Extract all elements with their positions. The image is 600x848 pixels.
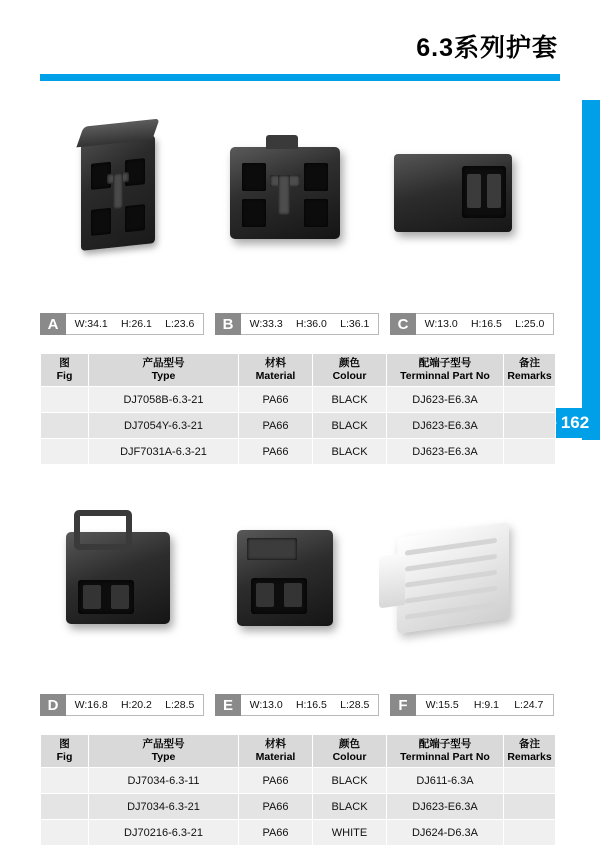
table-row <box>41 794 556 820</box>
dim-l-f: L:24.7 <box>514 699 544 711</box>
table-row <box>41 413 556 439</box>
th-colour <box>313 354 387 387</box>
cell-terminal: DJ623-E6.3A <box>387 387 504 413</box>
th-material <box>239 354 313 387</box>
fig-letter-f: F <box>390 694 416 716</box>
dim-w-a: W:34.1 <box>74 318 108 330</box>
cell-terminal: DJ623-E6.3A <box>387 439 504 465</box>
dim-w-f: W:15.5 <box>425 699 459 711</box>
th-remarks <box>504 735 556 768</box>
th-remarks-cn: 备注 <box>519 357 540 369</box>
th-fig-en: Fig <box>56 370 73 383</box>
th-type-cn: 产品型号 <box>142 357 185 369</box>
dimension-values-b <box>241 313 379 335</box>
th-colour-cn: 颜色 <box>339 738 360 750</box>
dim-h-c: H:16.5 <box>470 318 502 330</box>
photo-strip-bottom <box>40 495 530 660</box>
dim-l-c: L:25.0 <box>515 318 545 330</box>
dim-w-c: W:13.0 <box>424 318 458 330</box>
table-row <box>41 768 556 794</box>
th-type <box>89 735 239 768</box>
dim-w-d: W:16.8 <box>74 699 108 711</box>
dimension-values-f <box>416 694 554 716</box>
cell-type: DJ7034-6.3-21 <box>89 794 239 820</box>
th-colour <box>313 735 387 768</box>
th-remarks <box>504 354 556 387</box>
spec-table-top <box>40 353 556 465</box>
th-terminal-en: Terminnal Part No <box>400 370 490 383</box>
th-material-cn: 材料 <box>265 738 286 750</box>
th-material-cn: 材料 <box>265 357 286 369</box>
cell-type: DJ70216-6.3-21 <box>89 820 239 846</box>
header-divider <box>40 74 560 81</box>
th-material <box>239 735 313 768</box>
connector-photo-c <box>375 110 530 275</box>
spec-table-bottom <box>40 734 556 846</box>
page-side-tab <box>582 100 600 440</box>
cell-material: PA66 <box>239 413 313 439</box>
connector-photo-d <box>40 495 195 660</box>
cell-material: PA66 <box>239 820 313 846</box>
dim-l-b: L:36.1 <box>340 318 370 330</box>
cell-colour: BLACK <box>313 413 387 439</box>
dim-h-f: H:9.1 <box>473 699 499 711</box>
th-remarks-cn: 备注 <box>519 738 540 750</box>
table-header-row <box>41 735 556 768</box>
cell-terminal: DJ623-E6.3A <box>387 413 504 439</box>
dimension-group-a <box>40 313 204 335</box>
th-fig <box>41 735 89 768</box>
table-row <box>41 439 556 465</box>
cell-fig <box>41 413 89 439</box>
th-fig-en: Fig <box>56 751 73 764</box>
cell-material: PA66 <box>239 768 313 794</box>
cell-terminal: DJ611-6.3A <box>387 768 504 794</box>
dimension-row-top <box>40 313 555 335</box>
dimension-values-d <box>66 694 204 716</box>
dimension-values-e <box>241 694 379 716</box>
th-fig-cn: 图 <box>59 738 70 750</box>
connector-photo-f <box>375 495 530 660</box>
fig-letter-c: C <box>390 313 416 335</box>
fig-letter-b: B <box>215 313 241 335</box>
th-terminal-cn: 配端子型号 <box>418 738 472 750</box>
th-material-en: Material <box>255 370 296 383</box>
table-row <box>41 820 556 846</box>
cell-remarks <box>504 413 556 439</box>
dim-h-e: H:16.5 <box>295 699 327 711</box>
cell-type: DJ7034-6.3-11 <box>89 768 239 794</box>
cell-fig <box>41 768 89 794</box>
dimension-values-c <box>416 313 554 335</box>
th-colour-en: Colour <box>332 370 367 383</box>
cell-remarks <box>504 439 556 465</box>
th-type-cn: 产品型号 <box>142 738 185 750</box>
th-type-en: Type <box>151 751 176 764</box>
dim-h-b: H:36.0 <box>295 318 327 330</box>
fig-letter-e: E <box>215 694 241 716</box>
connector-photo-a <box>40 110 195 275</box>
cell-remarks <box>504 820 556 846</box>
fig-letter-d: D <box>40 694 66 716</box>
dimension-group-b <box>215 313 379 335</box>
dimension-group-e <box>215 694 379 716</box>
dimension-row-bottom <box>40 694 555 716</box>
th-material-en: Material <box>255 751 296 764</box>
th-fig-cn: 图 <box>59 357 70 369</box>
cell-colour: BLACK <box>313 387 387 413</box>
th-fig <box>41 354 89 387</box>
dim-l-a: L:23.6 <box>165 318 195 330</box>
th-remarks-en: Remarks <box>507 751 552 764</box>
page-title: 6.3系列护套 <box>416 34 558 62</box>
dim-w-b: W:33.3 <box>249 318 283 330</box>
th-colour-en: Colour <box>332 751 367 764</box>
th-type <box>89 354 239 387</box>
cell-fig <box>41 439 89 465</box>
dimension-group-c <box>390 313 554 335</box>
table-header-row <box>41 354 556 387</box>
cell-type: DJ7054Y-6.3-21 <box>89 413 239 439</box>
cell-material: PA66 <box>239 794 313 820</box>
cell-type: DJF7031A-6.3-21 <box>89 439 239 465</box>
dimension-values-a <box>66 313 204 335</box>
th-remarks-en: Remarks <box>507 370 552 383</box>
dim-h-d: H:20.2 <box>120 699 152 711</box>
cell-material: PA66 <box>239 439 313 465</box>
cell-colour: WHITE <box>313 820 387 846</box>
cell-material: PA66 <box>239 387 313 413</box>
cell-colour: BLACK <box>313 794 387 820</box>
photo-strip-top <box>40 110 530 275</box>
dim-h-a: H:26.1 <box>120 318 152 330</box>
page-number: 162 <box>560 413 590 432</box>
dimension-group-f <box>390 694 554 716</box>
cell-fig <box>41 387 89 413</box>
th-type-en: Type <box>151 370 176 383</box>
cell-remarks <box>504 387 556 413</box>
cell-terminal: DJ623-E6.3A <box>387 794 504 820</box>
cell-colour: BLACK <box>313 439 387 465</box>
th-terminal <box>387 354 504 387</box>
connector-photo-e <box>208 495 363 660</box>
th-terminal-en: Terminnal Part No <box>400 751 490 764</box>
th-terminal <box>387 735 504 768</box>
table-row <box>41 387 556 413</box>
dim-l-d: L:28.5 <box>165 699 195 711</box>
cell-type: DJ7058B-6.3-21 <box>89 387 239 413</box>
cell-remarks <box>504 768 556 794</box>
th-colour-cn: 颜色 <box>339 357 360 369</box>
cell-colour: BLACK <box>313 768 387 794</box>
cell-remarks <box>504 794 556 820</box>
cell-terminal: DJ624-D6.3A <box>387 820 504 846</box>
th-terminal-cn: 配端子型号 <box>418 357 472 369</box>
dim-l-e: L:28.5 <box>340 699 370 711</box>
dim-w-e: W:13.0 <box>249 699 283 711</box>
connector-photo-b <box>208 110 363 275</box>
fig-letter-a: A <box>40 313 66 335</box>
dimension-group-d <box>40 694 204 716</box>
cell-fig <box>41 794 89 820</box>
cell-fig <box>41 820 89 846</box>
